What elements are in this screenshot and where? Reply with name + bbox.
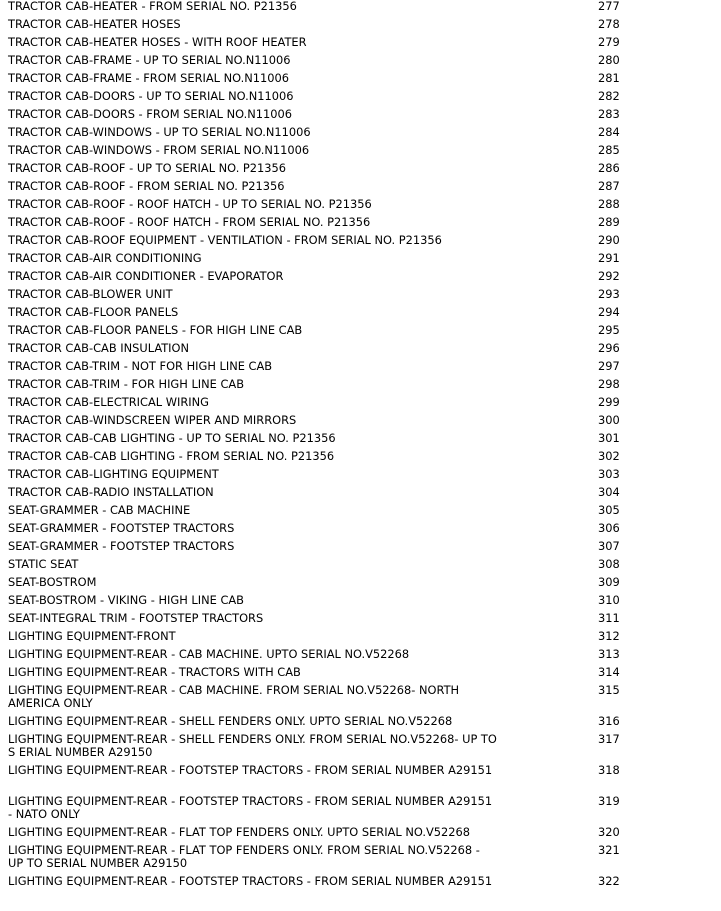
column-spacer — [498, 414, 598, 432]
index-row — [0, 108, 721, 126]
page-number: 285 — [598, 143, 620, 157]
section-title: TRACTOR CAB-AIR CONDITIONER - EVAPORATOR — [8, 269, 284, 283]
column-spacer — [498, 306, 598, 324]
index-row — [0, 826, 721, 844]
section-title: TRACTOR CAB-FLOOR PANELS — [8, 305, 179, 319]
column-spacer — [498, 684, 598, 715]
column-spacer — [498, 252, 598, 270]
section-title: LIGHTING EQUIPMENT-REAR - FOOTSTEP TRACTORS - FROM SERIAL NUMBER A29151 — [8, 874, 493, 888]
section-title: TRACTOR CAB-LIGHTING EQUIPMENT — [8, 467, 219, 481]
page-number: 284 — [598, 125, 620, 139]
page-number: 314 — [598, 665, 620, 679]
column-spacer — [498, 558, 598, 576]
page-number: 313 — [598, 647, 620, 661]
section-title: SEAT-BOSTROM - VIKING - HIGH LINE CAB — [8, 593, 244, 607]
page-number: 311 — [598, 611, 620, 625]
index-row — [0, 733, 721, 764]
column-spacer — [498, 90, 598, 108]
index-row — [0, 270, 721, 288]
page-number: 304 — [598, 485, 620, 499]
index-row — [0, 216, 721, 234]
index-row — [0, 666, 721, 684]
column-spacer — [498, 594, 598, 612]
column-spacer — [498, 72, 598, 90]
page-number: 282 — [598, 89, 620, 103]
page-number: 310 — [598, 593, 620, 607]
section-title: TRACTOR CAB-ROOF EQUIPMENT - VENTILATION - FROM SERIAL NO. P21356 — [8, 233, 442, 247]
page-number: 308 — [598, 557, 620, 571]
section-title: LIGHTING EQUIPMENT-REAR - CAB MACHINE. FROM SERIAL NO.V52268- NORTH AMERICA ONLY — [8, 683, 460, 710]
column-spacer — [498, 360, 598, 378]
page-number: 291 — [598, 251, 620, 265]
column-spacer — [498, 288, 598, 306]
page-number: 303 — [598, 467, 620, 481]
section-title: TRACTOR CAB-BLOWER UNIT — [8, 287, 173, 301]
column-spacer — [498, 576, 598, 594]
page-number: 312 — [598, 629, 620, 643]
index-row — [0, 306, 721, 324]
section-title: SEAT-GRAMMER - CAB MACHINE — [8, 503, 191, 517]
index-row — [0, 684, 721, 715]
index-row — [0, 234, 721, 252]
index-row — [0, 522, 721, 540]
section-title: TRACTOR CAB-TRIM - NOT FOR HIGH LINE CAB — [8, 359, 273, 373]
page-number: 318 — [598, 763, 620, 777]
section-title: LIGHTING EQUIPMENT-REAR - SHELL FENDERS ONLY. UPTO SERIAL NO.V52268 — [8, 714, 453, 728]
page-number: 301 — [598, 431, 620, 445]
section-title: TRACTOR CAB-ROOF - ROOF HATCH - FROM SERIAL NO. P21356 — [8, 215, 371, 229]
page-number: 283 — [598, 107, 620, 121]
section-title: TRACTOR CAB-ROOF - FROM SERIAL NO. P21356 — [8, 179, 285, 193]
page-number: 307 — [598, 539, 620, 553]
page-number: 319 — [598, 794, 620, 808]
section-title: TRACTOR CAB-ELECTRICAL WIRING — [8, 395, 209, 409]
section-title: SEAT-GRAMMER - FOOTSTEP TRACTORS — [8, 539, 235, 553]
index-row — [0, 18, 721, 36]
section-title: TRACTOR CAB-DOORS - UP TO SERIAL NO.N11006 — [8, 89, 294, 103]
column-spacer — [498, 144, 598, 162]
index-row — [0, 324, 721, 342]
index-row — [0, 198, 721, 216]
column-spacer — [498, 826, 598, 844]
column-spacer — [498, 795, 598, 826]
column-spacer — [498, 234, 598, 252]
section-title: TRACTOR CAB-HEATER HOSES — [8, 17, 181, 31]
column-spacer — [498, 18, 598, 36]
page-number: 281 — [598, 71, 620, 85]
section-title: TRACTOR CAB-RADIO INSTALLATION — [8, 485, 214, 499]
page-number: 306 — [598, 521, 620, 535]
section-title: TRACTOR CAB-HEATER - FROM SERIAL NO. P21356 — [8, 0, 297, 13]
column-spacer — [498, 844, 598, 875]
section-title: LIGHTING EQUIPMENT-REAR - FOOTSTEP TRACTORS - FROM SERIAL NUMBER A29151 — [8, 763, 493, 777]
index-row — [0, 0, 721, 18]
page-number: 300 — [598, 413, 620, 427]
section-title: TRACTOR CAB-CAB LIGHTING - UP TO SERIAL NO. P21356 — [8, 431, 336, 445]
page-number: 286 — [598, 161, 620, 175]
index-row — [0, 504, 721, 522]
page-number: 295 — [598, 323, 620, 337]
column-spacer — [498, 396, 598, 414]
index-row — [0, 844, 721, 875]
section-title: SEAT-INTEGRAL TRIM - FOOTSTEP TRACTORS — [8, 611, 264, 625]
index-row — [0, 795, 721, 826]
section-title: STATIC SEAT — [8, 557, 79, 571]
column-spacer — [498, 733, 598, 764]
page-number: 290 — [598, 233, 620, 247]
column-spacer — [498, 342, 598, 360]
column-spacer — [498, 715, 598, 733]
index-row — [0, 288, 721, 306]
column-spacer — [498, 378, 598, 396]
page-number: 298 — [598, 377, 620, 391]
section-title: LIGHTING EQUIPMENT-FRONT — [8, 629, 176, 643]
page-number: 294 — [598, 305, 620, 319]
index-row — [0, 342, 721, 360]
column-spacer — [498, 612, 598, 630]
index-row — [0, 162, 721, 180]
index-row — [0, 144, 721, 162]
page-number: 289 — [598, 215, 620, 229]
section-title: LIGHTING EQUIPMENT-REAR - FLAT TOP FENDERS ONLY. UPTO SERIAL NO.V52268 — [8, 825, 470, 839]
section-title: LIGHTING EQUIPMENT-REAR - FOOTSTEP TRACTORS - FROM SERIAL NUMBER A29151 - NATO ONLY — [8, 794, 493, 821]
index-row — [0, 764, 721, 795]
page-number: 320 — [598, 825, 620, 839]
column-spacer — [498, 666, 598, 684]
column-spacer — [498, 468, 598, 486]
index-row — [0, 594, 721, 612]
section-title: TRACTOR CAB-CAB INSULATION — [8, 341, 190, 355]
index-row — [0, 648, 721, 666]
page-number: 305 — [598, 503, 620, 517]
column-spacer — [498, 0, 598, 18]
index-row — [0, 540, 721, 558]
page-number: 280 — [598, 53, 620, 67]
column-spacer — [498, 875, 598, 906]
page-number: 316 — [598, 714, 620, 728]
page-number: 296 — [598, 341, 620, 355]
page-number: 317 — [598, 732, 620, 746]
section-title: SEAT-BOSTROM — [8, 575, 97, 589]
section-title: LIGHTING EQUIPMENT-REAR - SHELL FENDERS ONLY. FROM SERIAL NO.V52268- UP TO S ERIAL NUMBER A29150 — [8, 732, 497, 759]
page-number: 288 — [598, 197, 620, 211]
index-row — [0, 54, 721, 72]
column-spacer — [498, 108, 598, 126]
index-row — [0, 875, 721, 906]
section-title: TRACTOR CAB-WINDSCREEN WIPER AND MIRRORS — [8, 413, 297, 427]
column-spacer — [498, 648, 598, 666]
page-number: 278 — [598, 17, 620, 31]
page-number: 321 — [598, 843, 620, 857]
column-spacer — [498, 126, 598, 144]
page-number: 299 — [598, 395, 620, 409]
section-title: TRACTOR CAB-CAB LIGHTING - FROM SERIAL NO. P21356 — [8, 449, 335, 463]
section-title: TRACTOR CAB-WINDOWS - FROM SERIAL NO.N11006 — [8, 143, 310, 157]
index-row — [0, 432, 721, 450]
section-title: TRACTOR CAB-TRIM - FOR HIGH LINE CAB — [8, 377, 245, 391]
index-row — [0, 612, 721, 630]
column-spacer — [498, 522, 598, 540]
section-title: TRACTOR CAB-FRAME - UP TO SERIAL NO.N11006 — [8, 53, 291, 67]
page-number: 302 — [598, 449, 620, 463]
section-title: TRACTOR CAB-ROOF - ROOF HATCH - UP TO SERIAL NO. P21356 — [8, 197, 372, 211]
column-spacer — [498, 270, 598, 288]
column-spacer — [498, 630, 598, 648]
page-number: 315 — [598, 683, 620, 697]
column-spacer — [498, 54, 598, 72]
page-number: 322 — [598, 874, 620, 888]
index-row — [0, 468, 721, 486]
index-row — [0, 630, 721, 648]
section-title: TRACTOR CAB-FRAME - FROM SERIAL NO.N11006 — [8, 71, 289, 85]
column-spacer — [498, 324, 598, 342]
index-row — [0, 414, 721, 432]
page-number: 277 — [598, 0, 620, 13]
column-spacer — [498, 180, 598, 198]
index-row — [0, 36, 721, 54]
section-title: TRACTOR CAB-ROOF - UP TO SERIAL NO. P21356 — [8, 161, 287, 175]
column-spacer — [498, 198, 598, 216]
page-number: 279 — [598, 35, 620, 49]
index-row — [0, 126, 721, 144]
page-number: 287 — [598, 179, 620, 193]
column-spacer — [498, 504, 598, 522]
column-spacer — [498, 36, 598, 54]
page-number: 293 — [598, 287, 620, 301]
index-row — [0, 360, 721, 378]
page-number: 297 — [598, 359, 620, 373]
column-spacer — [498, 450, 598, 468]
index-row — [0, 715, 721, 733]
index-row — [0, 558, 721, 576]
page-number: 309 — [598, 575, 620, 589]
section-title: TRACTOR CAB-DOORS - FROM SERIAL NO.N11006 — [8, 107, 293, 121]
index-row — [0, 90, 721, 108]
index-row — [0, 486, 721, 504]
index-row — [0, 72, 721, 90]
section-title: TRACTOR CAB-HEATER HOSES - WITH ROOF HEATER — [8, 35, 307, 49]
section-title: SEAT-GRAMMER - FOOTSTEP TRACTORS — [8, 521, 235, 535]
column-spacer — [498, 540, 598, 558]
section-title: LIGHTING EQUIPMENT-REAR - CAB MACHINE. UPTO SERIAL NO.V52268 — [8, 647, 410, 661]
index-row — [0, 378, 721, 396]
section-title: TRACTOR CAB-AIR CONDITIONING — [8, 251, 202, 265]
column-spacer — [498, 162, 598, 180]
page-number: 292 — [598, 269, 620, 283]
index-row — [0, 396, 721, 414]
index-row — [0, 450, 721, 468]
section-title: TRACTOR CAB-WINDOWS - UP TO SERIAL NO.N11006 — [8, 125, 311, 139]
index-row — [0, 180, 721, 198]
column-spacer — [498, 764, 598, 795]
index-row — [0, 252, 721, 270]
column-spacer — [498, 486, 598, 504]
section-title: LIGHTING EQUIPMENT-REAR - TRACTORS WITH CAB — [8, 665, 301, 679]
section-title: LIGHTING EQUIPMENT-REAR - FLAT TOP FENDERS ONLY. FROM SERIAL NO.V52268 - UP TO SERIAL NUMBER A29150 — [8, 843, 480, 870]
column-spacer — [498, 432, 598, 450]
column-spacer — [498, 216, 598, 234]
section-title: TRACTOR CAB-FLOOR PANELS - FOR HIGH LINE CAB — [8, 323, 303, 337]
index-row — [0, 576, 721, 594]
